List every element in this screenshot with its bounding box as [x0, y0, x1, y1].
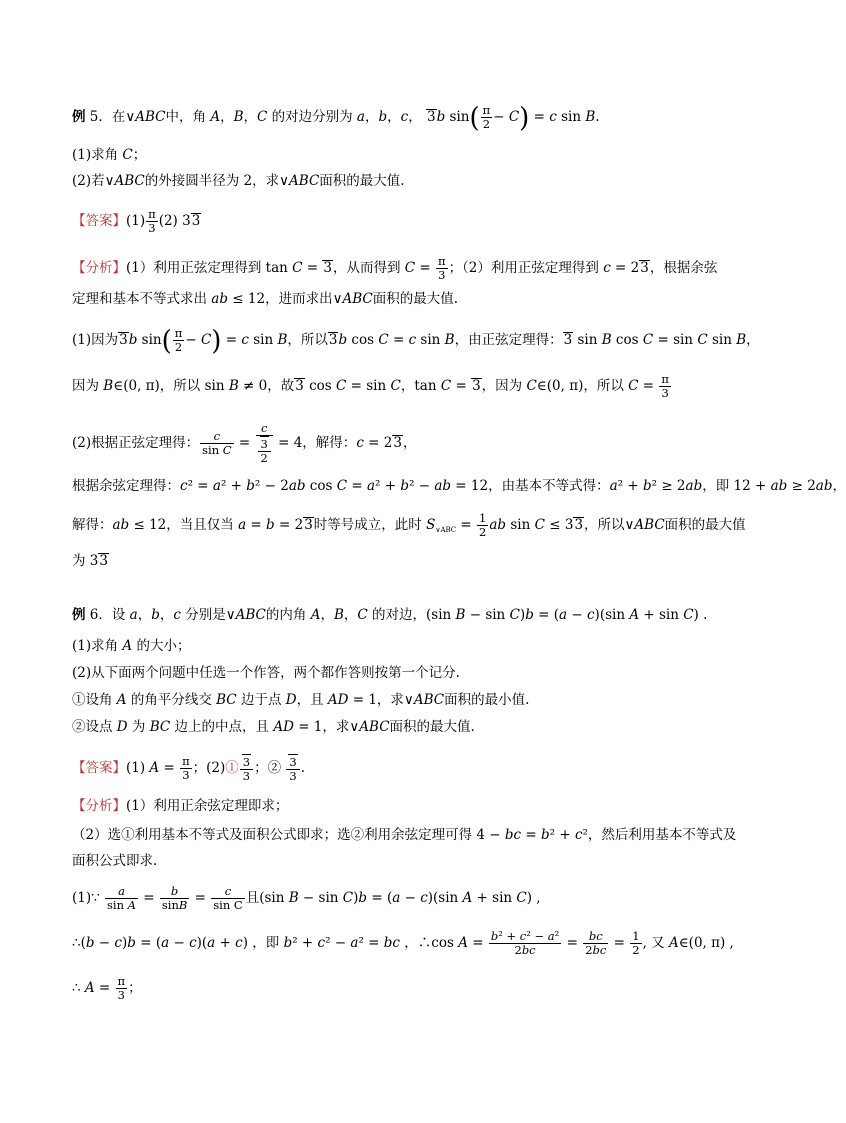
example-6-sub1: (1)求角 A 的大小；: [72, 638, 191, 654]
example-6-sub2: (2)从下面两个问题中任选一个作答，两个都作答则按第一个记分.: [72, 665, 460, 681]
example-6-solution-line1: (1)∵ $\frac{a}{\text{sin A}}$ = $\frac{b}{\sin B}$ = $\frac{c}{\text{sin C}}$ 且(sin B − sin C)b = (a − c)(sin A + sin C) ,: [72, 884, 541, 912]
example-6-analysis-line3: 面积公式即求.: [72, 853, 158, 869]
example-6-solution-line2: ∴(b − c)b = (a − c)(a + c) ，即 b² + c² − a² = bc ，∴cos A = $\frac{\text{b² + c² − a²}}{2bc}$ = $\frac{bc}{2bc}$ = $\frac{1}{2}$ , 又 A∈(0, π) ,: [72, 929, 734, 957]
example-5-question: 例 5．在∨ABC中，角 A，B，C 的对边分别为 a，b，c， 3b sin( $\frac{\pi}{2}$ − C) = c sin B.: [72, 101, 600, 134]
example-5-solution-line1: (1)因为3b sin( $\frac{\pi}{2}$ − C) = c sin B，所以3b cos C = c sin B，由正弦定理得：3 sin B cos C = sin C sin B，: [72, 324, 760, 357]
example-6-answer: 【答案】(1) A = $\frac{\pi}{3}$ ；(2)① $\frac{3}{3}$ ；② $\frac{3}{3}$ .: [72, 754, 306, 783]
example-5-sub2: (2)若∨ABC的外接圆半径为 2，求∨ABC面积的最大值.: [72, 173, 405, 189]
example-5-answer: 【答案】(1) $\frac{\pi}{3}$ (2) 33: [72, 207, 201, 235]
example-6-question: 例 6．设 a，b，c 分别是∨ABC的内角 A，B，C 的对边，(sin B − sin C)b = (a − c)(sin A + sin C) .: [72, 607, 708, 623]
example-6-option2: ②设点 D 为 BC 边上的中点，且 AD = 1，求∨ABC面积的最大值.: [72, 719, 475, 735]
example-5-solution-line6: 为 33: [72, 553, 108, 569]
example-5-solution-line4: 根据余弦定理得：c² = a² + b² − 2ab cos C = a² + b² − ab = 12，由基本不等式得：a² + b² ≥ 2ab，即 12 + ab ≥ 2ab，: [72, 478, 846, 494]
example-5-solution-line3: (2)根据正弦定理得： $\frac{c}{\text{sin C}}$ = $\frac{c}{\frac{3}{2}}$ = 4，解得：c = 23，: [72, 421, 417, 465]
example-6-option1: ①设角 A 的角平分线交 BC 边于点 D，且 AD = 1，求∨ABC面积的最小值.: [72, 692, 530, 708]
example-6-analysis-line2: （2）选①利用基本不等式及面积公式即求；选②利用余弦定理可得 4 − bc = b² + c²，然后利用基本不等式及: [72, 827, 737, 843]
example-5-solution-line5: 解得：ab ≤ 12，当且仅当 a = b = 23时等号成立，此时 $S_{\vee ABC}$ = $\frac{1}{2}$ ab sin C ≤ 33，所以∨ABC面积的最大值: [72, 511, 746, 539]
example-5-analysis-line1: 【分析】(1）利用正弦定理得到 tan C = 3，从而得到 C = $\frac{\pi}{3}$ ；（2）利用正弦定理得到 c = 23，根据余弦: [72, 254, 718, 282]
example-5-solution-line2: 因为 B∈(0, π)，所以 sin B ≠ 0，故3 cos C = sin C，tan C = 3，因为 C∈(0, π)，所以 C = $\frac{\pi}{3}$: [72, 372, 669, 400]
example-5-analysis-line2: 定理和基本不等式求出 ab ≤ 12，进而求出∨ABC面积的最大值.: [72, 291, 459, 307]
example-5-sub1: (1)求角 C；: [72, 147, 147, 163]
example-6-analysis-line1: 【分析】(1）利用正余弦定理即求；: [72, 798, 289, 814]
example-6-solution-line3: ∴ A = $\frac{\pi}{3}$ ；: [72, 974, 142, 1002]
